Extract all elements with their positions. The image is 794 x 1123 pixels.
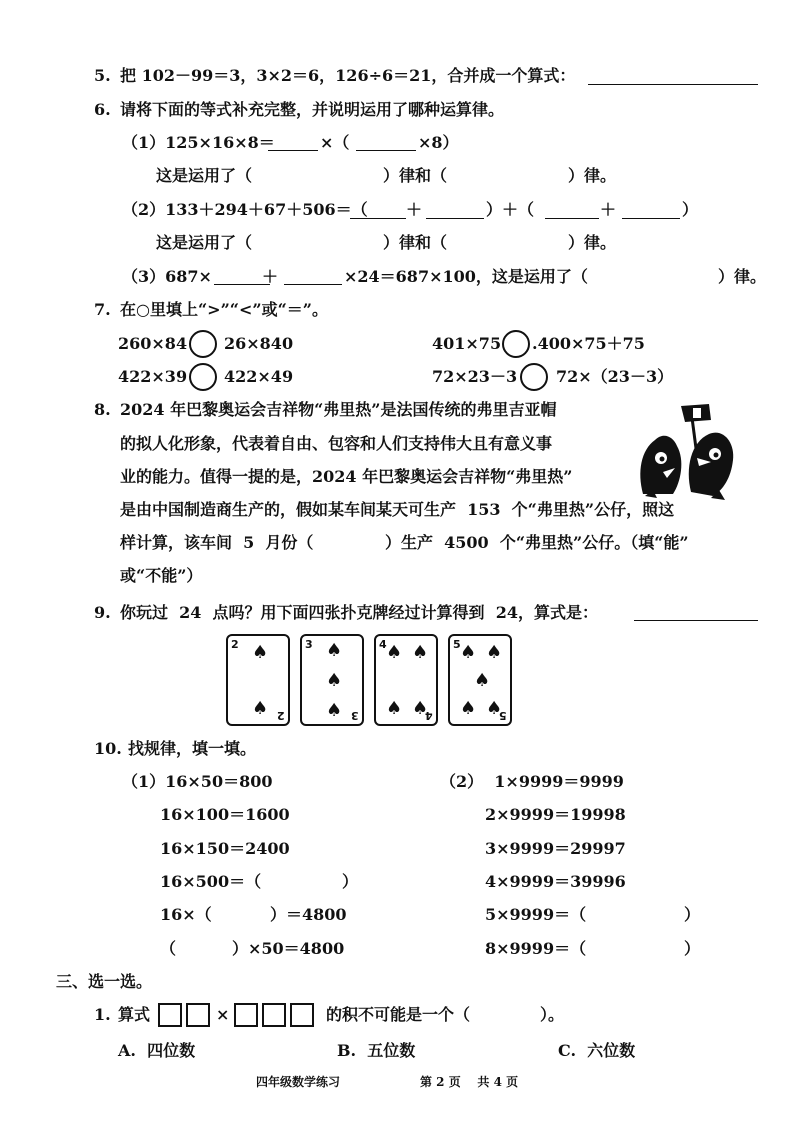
q10-left-row-4-close: ） (342, 872, 359, 891)
q8-line-5-start: 样计算，该车间 5 月份（ (120, 533, 314, 552)
q7-c-circle[interactable] (189, 363, 217, 391)
q8-line-1: 2024 年巴黎奥运会吉祥物“弗里热”是法国传统的弗里吉亚帽 (120, 400, 557, 419)
q10-left-row-1: （1）16×50＝800 (122, 772, 273, 791)
q7-b-right: .400×75＋75 (532, 334, 645, 353)
footer-title: 四年级数学练习 (256, 1075, 341, 1089)
q6-part3-blank-2[interactable] (284, 284, 342, 285)
playing-card-4 (374, 634, 438, 726)
q6-part3-end: ）律。 (718, 267, 767, 286)
q5-answer-blank[interactable] (588, 84, 758, 85)
q6-part1-law-prefix: 这是运用了（ (156, 166, 253, 185)
card-rank-top: 3 (305, 638, 313, 651)
q10-right-row-1: （2） 1×9999＝9999 (440, 772, 624, 791)
section-3-title: 三、选一选。 (56, 972, 153, 991)
spade-icon: ♠ (486, 698, 503, 719)
q6-part2-join: ）＋（ (486, 200, 535, 219)
q7-a-right: 26×840 (224, 334, 294, 353)
spade-icon: ♠ (386, 642, 403, 663)
card-rank-bottom: 2 (277, 709, 285, 722)
s3-q1-option-a[interactable]: A. 四位数 (118, 1041, 196, 1060)
s3-q1-suffix: 的积不可能是一个（ (326, 1005, 471, 1024)
q6-part1-law-end: ）律。 (568, 166, 617, 185)
mascot-illustration (633, 402, 741, 502)
card-rank-bottom: 4 (425, 709, 433, 722)
q8-number: 8. (94, 400, 111, 419)
q8-line-2: 的拟人化形象，代表着自由、包容和人们支持伟大且有意义事 (120, 434, 553, 453)
q7-d-right: 72×（23－3） (556, 367, 674, 386)
s3-q1-option-c[interactable]: C. 六位数 (558, 1041, 636, 1060)
card-rank-top: 2 (231, 638, 239, 651)
q10-left-row-5: 16×（ (160, 905, 212, 924)
q6-part1-mid: ×（ (320, 133, 350, 152)
q10-number: 10. (94, 739, 122, 758)
q10-right-row-4: 4×9999＝39996 (485, 872, 626, 891)
s3-q1-times: × (216, 1005, 230, 1024)
digit-box[interactable] (186, 1003, 210, 1027)
q10-right-row-3: 3×9999＝29997 (485, 839, 626, 858)
s3-q1-close: ）。 (540, 1005, 565, 1024)
q7-b-left: 401×75 (432, 334, 502, 353)
card-rank-bottom: 5 (499, 709, 507, 722)
q6-part2-blank-2[interactable] (426, 218, 484, 219)
q6-part1-law-mid: ）律和（ (383, 166, 448, 185)
q9-answer-blank[interactable] (634, 620, 758, 621)
playing-card-5 (448, 634, 512, 726)
playing-card-3 (300, 634, 364, 726)
q6-part3-plus: ＋ (262, 267, 279, 286)
q10-right-row-6: 8×9999＝（ (485, 939, 587, 958)
mascot-left-icon (640, 436, 681, 498)
q7-c-right: 422×49 (224, 367, 294, 386)
q7-d-left: 72×23－3 (432, 367, 518, 386)
spade-icon: ♠ (460, 642, 477, 663)
playing-card-2 (226, 634, 290, 726)
q5-number: 5. (94, 66, 111, 85)
spade-icon: ♠ (386, 698, 403, 719)
q6-part1-blank-2[interactable] (356, 150, 416, 151)
spade-icon: ♠ (252, 642, 269, 663)
q6-number: 6. (94, 100, 111, 119)
q6-text: 请将下面的等式补充完整，并说明运用了哪种运算律。 (120, 100, 505, 119)
q5-text: 把 102－99＝3，3×2＝6，126÷6＝21，合并成一个算式： (120, 66, 576, 85)
s3-q1-option-b[interactable]: B. 五位数 (337, 1041, 416, 1060)
q10-right-row-5: 5×9999＝（ (485, 905, 587, 924)
q8-line-5-end: ）生产 4500 个“弗里热”公仔。（填“能” (385, 533, 689, 552)
q7-c-left: 422×39 (118, 367, 188, 386)
q6-part1-end: ×8） (418, 133, 459, 152)
q10-text: 找规律，填一填。 (128, 739, 257, 758)
spade-icon: ♠ (252, 698, 269, 719)
s3-q1-prefix: 算式 (118, 1005, 151, 1024)
q6-part2-plus-1: ＋ (406, 200, 423, 219)
q6-part2-label: （2）133＋294＋67＋506＝（ (122, 200, 368, 219)
card-rank-top: 5 (453, 638, 461, 651)
digit-box[interactable] (234, 1003, 258, 1027)
spade-icon: ♠ (460, 698, 477, 719)
digit-box[interactable] (262, 1003, 286, 1027)
q9-number: 9. (94, 603, 111, 622)
q8-line-4: 是由中国制造商生产的，假如某车间某天可生产 153 个“弗里热”公仔，照这 (120, 500, 675, 519)
q7-text: 在○里填上“>”“<”或“＝”。 (120, 300, 328, 319)
footer-page-number: 第 2 页 共 4 页 (420, 1075, 519, 1089)
q10-left-row-6: （ (160, 939, 177, 958)
q6-part2-law-end: ）律。 (568, 233, 617, 252)
digit-box[interactable] (290, 1003, 314, 1027)
q10-right-row-6-close: ） (684, 939, 701, 958)
q7-number: 7. (94, 300, 111, 319)
q7-a-circle[interactable] (189, 330, 217, 358)
card-rank-top: 4 (379, 638, 387, 651)
spade-icon: ♠ (326, 670, 343, 691)
q8-line-6: 或“不能”） (120, 566, 203, 585)
q7-b-circle[interactable] (502, 330, 530, 358)
q10-left-row-2: 16×100＝1600 (160, 805, 290, 824)
q7-d-circle[interactable] (520, 363, 548, 391)
q6-part3-label: （3）687× (122, 267, 212, 286)
spade-icon: ♠ (486, 642, 503, 663)
spade-icon: ♠ (474, 670, 491, 691)
q6-part2-close: ） (682, 200, 699, 219)
q6-part2-blank-1[interactable] (350, 218, 406, 219)
q10-left-row-5-tail: ）＝4800 (270, 905, 347, 924)
q6-part1-label: （1）125×16×8＝ (122, 133, 275, 152)
q10-left-row-4: 16×500＝（ (160, 872, 262, 891)
spade-icon: ♠ (412, 698, 429, 719)
q6-part2-law-prefix: 这是运用了（ (156, 233, 253, 252)
q6-part3-mid: ×24＝687×100，这是运用了（ (344, 267, 588, 286)
q10-left-row-3: 16×150＝2400 (160, 839, 290, 858)
s3-q1-number: 1. (94, 1005, 111, 1024)
q6-part2-blank-3[interactable] (545, 218, 599, 219)
q9-text: 你玩过 24 点吗？用下面四张扑克牌经过计算得到 24，算式是： (120, 603, 598, 622)
digit-box[interactable] (158, 1003, 182, 1027)
q8-line-3: 业的能力。值得一提的是，2024 年巴黎奥运会吉祥物“弗里热” (120, 467, 573, 486)
q10-right-row-2: 2×9999＝19998 (485, 805, 626, 824)
spade-icon: ♠ (326, 640, 343, 661)
q6-part1-blank-1[interactable] (268, 150, 318, 151)
q10-left-row-6-tail: ）×50＝4800 (232, 939, 345, 958)
spade-icon: ♠ (412, 642, 429, 663)
q6-part2-plus-2: ＋ (600, 200, 617, 219)
card-rank-bottom: 3 (351, 709, 359, 722)
q7-a-left: 260×84 (118, 334, 188, 353)
spade-icon: ♠ (326, 700, 343, 721)
q6-part2-blank-4[interactable] (622, 218, 680, 219)
q6-part2-law-mid: ）律和（ (383, 233, 448, 252)
q10-right-row-5-close: ） (684, 905, 701, 924)
